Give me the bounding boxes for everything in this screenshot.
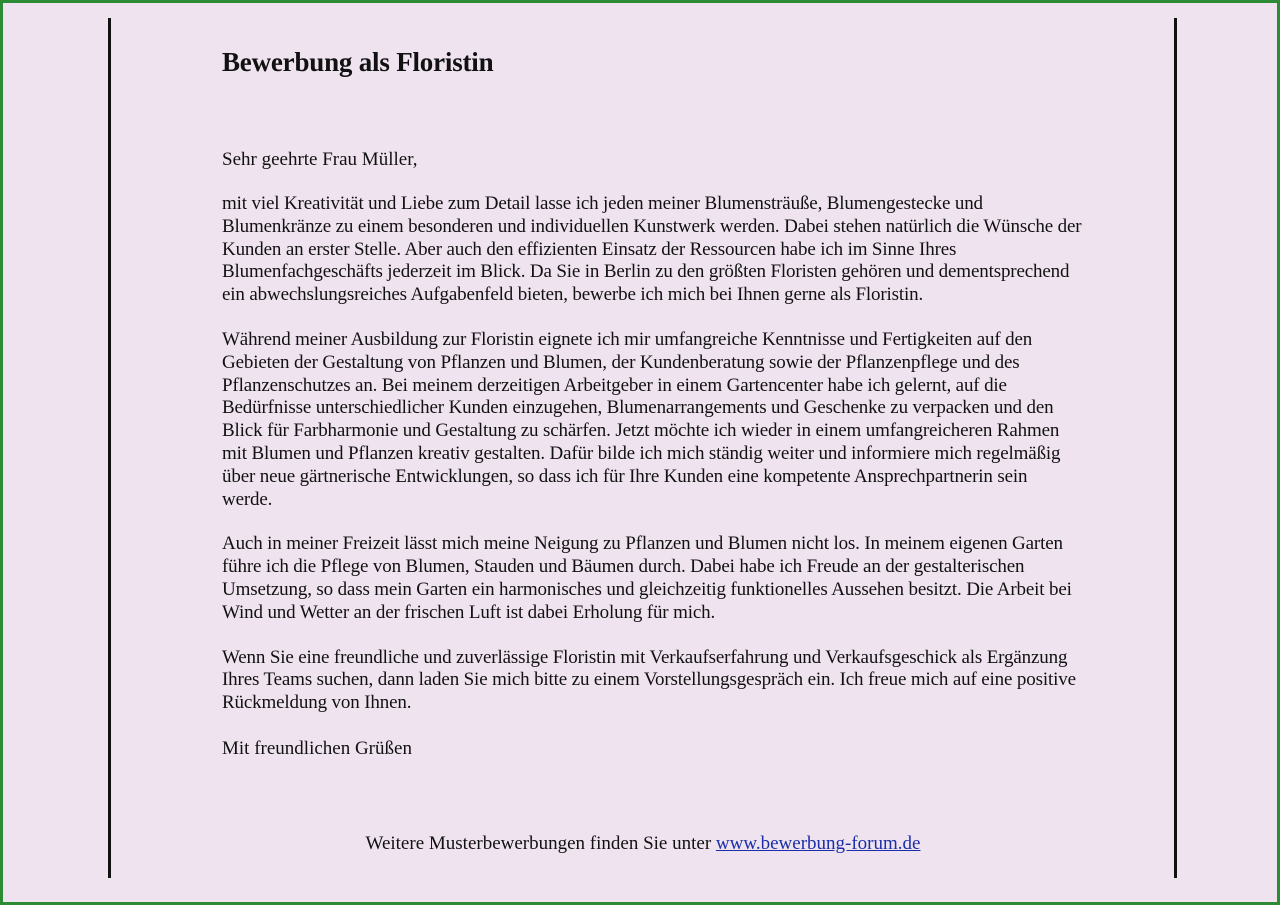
paragraph-4: Wenn Sie eine freundliche und zuverlässige Floristin mit Verkaufserfahrung und Verkaufsgeschick als Ergänzung Ihres Teams suchen, dann laden Sie mich bitte zu einem Vorstellungsgespräch ein. Ich freue mich auf eine positive Rückmeldung von Ihnen. (222, 646, 1076, 714)
salutation: Sehr geehrte Frau Müller, (222, 149, 418, 170)
left-margin-line (108, 18, 111, 878)
footer-text: Weitere Musterbewerbungen finden Sie unter (365, 833, 712, 854)
letter-title: Bewerbung als Floristin (222, 47, 494, 77)
footer (3, 832, 1280, 855)
paragraph-2: Während meiner Ausbildung zur Floristin eignete ich mir umfangreiche Kenntnisse und Fertigkeiten auf den Gebieten der Gestaltung von Pflanzen und Blumen, der Kundenberatung sowie der Pflanzenpflege und des Pflanzenschutzes an. Bei meinem derzeitigen Arbeitgeber in einem Gartencenter habe ich gelernt, auf die Bedürfnisse unterschiedlicher Kunden einzugehen, Blumenarrangements und Geschenke zu verpacken und den Blick für Farbharmonie und Gestaltung zu schärfen. Jetzt möchte ich wieder in einem umfangreicheren Rahmen mit Blumen und Pflanzen kreativ gestalten. Dafür bilde ich mich ständig weiter und informiere mich regelmäßig über neue gärtnerische Entwicklungen, so dass ich für Ihre Kunden eine kompetente Ansprechpartnerin sein werde. (222, 328, 1061, 510)
closing: Mit freundlichen Grüßen (222, 737, 412, 759)
footer-link[interactable]: www.bewerbung-forum.de (715, 833, 921, 854)
right-margin-line (1174, 18, 1177, 878)
letter-content (222, 43, 1082, 760)
paragraph-1: mit viel Kreativität und Liebe zum Detail lasse ich jeden meiner Blumensträuße, Blumengestecke und Blumenkränze zu einem besonderen und individuellen Kunstwerk werden. Dabei stehen natürlich die Wünsche der Kunden an erster Stelle. Aber auch den effizienten Einsatz der Ressourcen habe ich im Sinne Ihres Blumenfachgeschäfts jederzeit im Blick. Da Sie in Berlin zu den größten Floristen gehören und dementsprechend ein abwechslungsreiches Aufgabenfeld bieten, bewerbe ich mich bei Ihnen gerne als Floristin. (222, 193, 1082, 306)
paragraph-3: Auch in meiner Freizeit lässt mich meine Neigung zu Pflanzen und Blumen nicht los. In meinem eigenen Garten führe ich die Pflege von Blumen, Stauden und Bäumen durch. Dabei habe ich Freude an der gestalterischen Umsetzung, so dass mein Garten ein harmonisches und gleichzeitig funktionelles Aussehen besitzt. Die Arbeit bei Wind und Wetter an der frischen Luft ist dabei Erholung für mich. (222, 533, 1072, 623)
